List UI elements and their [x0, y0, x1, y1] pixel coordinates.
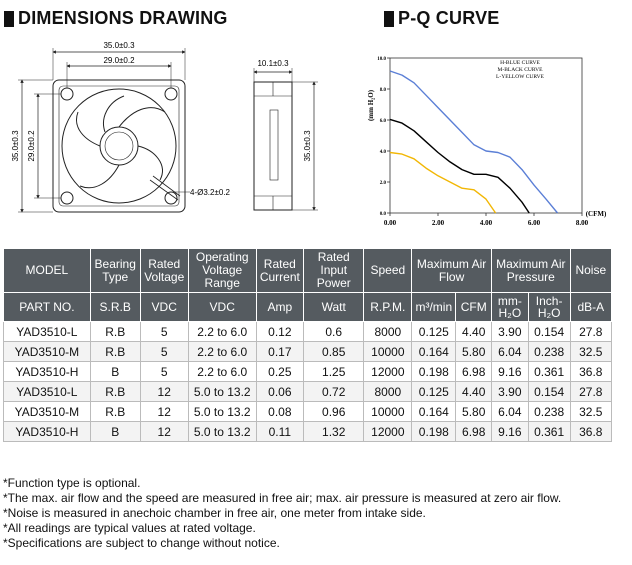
mount-hole	[61, 192, 73, 204]
table-cell: 5.0 to 13.2	[188, 382, 256, 402]
table-cell: 0.361	[528, 362, 570, 382]
side-height-label: 35.0±0.3	[303, 130, 312, 162]
table-cell: 0.238	[528, 342, 570, 362]
table-cell: 2.2 to 6.0	[188, 342, 256, 362]
table-cell: B	[90, 362, 140, 382]
table-cell: 0.96	[303, 402, 364, 422]
unit-cell: PART NO.	[4, 293, 91, 322]
legend-entry: H-BLUE CURVE	[500, 60, 540, 66]
table-cell: 32.5	[570, 342, 611, 362]
table-cell: 6.98	[456, 422, 492, 442]
table-cell: YAD3510-M	[4, 342, 91, 362]
dimensions-title-text: DIMENSIONS DRAWING	[18, 8, 228, 28]
unit-cell: R.P.M.	[364, 293, 412, 322]
unit-cell: CFM	[456, 293, 492, 322]
unit-cell: VDC	[140, 293, 188, 322]
table-cell: 0.361	[528, 422, 570, 442]
fan-blade	[138, 146, 162, 180]
table-cell: 0.08	[256, 402, 303, 422]
table-cell: YAD3510-M	[4, 402, 91, 422]
fan-blade	[80, 165, 119, 188]
table-cell: 8000	[364, 322, 412, 342]
table-cell: 0.11	[256, 422, 303, 442]
table-row	[4, 402, 612, 422]
side-frame	[254, 82, 292, 210]
table-cell: 5.0 to 13.2	[188, 422, 256, 442]
header-cell: Rated Input Power	[303, 249, 364, 293]
table-cell: 0.85	[303, 342, 364, 362]
units-row	[4, 293, 612, 322]
table-cell: 5	[140, 362, 188, 382]
header-cell: Maximum Air Flow	[412, 249, 492, 293]
side-hub	[270, 110, 278, 180]
table-cell: 0.72	[303, 382, 364, 402]
fan-frame	[53, 80, 185, 212]
table-cell: 0.12	[256, 322, 303, 342]
unit-cell: dB-A	[570, 293, 611, 322]
note-line: *Noise is measured in anechoic chamber in free air, one meter from intake side.	[3, 506, 426, 520]
series-line-h	[390, 71, 558, 213]
header-row	[4, 249, 612, 293]
unit-cell: Watt	[303, 293, 364, 322]
table-cell: 5	[140, 322, 188, 342]
table-cell: 4.40	[456, 322, 492, 342]
table-cell: 1.25	[303, 362, 364, 382]
legend-entry: M-BLACK CURVE	[497, 67, 543, 73]
table-cell: 3.90	[492, 322, 529, 342]
mount-hole	[61, 88, 73, 100]
y-axis-label: (mm H₂O)	[367, 89, 375, 122]
x-tick-label: 4.00	[479, 219, 493, 227]
height-outer-label: 35.0±0.3	[11, 130, 20, 162]
table-row	[4, 422, 612, 442]
table-cell: 0.25	[256, 362, 303, 382]
width-outer-label: 35.0±0.3	[103, 41, 135, 50]
table-cell: R.B	[90, 402, 140, 422]
y-tick-label: 4.0	[379, 150, 386, 155]
front-view	[18, 48, 190, 212]
table-cell: 5.80	[456, 402, 492, 422]
title-marker	[384, 11, 394, 27]
fan-blade	[119, 108, 165, 127]
x-tick-label: 0.00	[383, 219, 397, 227]
header-cell: Bearing Type	[90, 249, 140, 293]
dimensions-drawing	[0, 30, 360, 240]
table-row	[4, 322, 612, 342]
series-line-l	[390, 153, 496, 214]
note-line: *Specifications are subject to change without notice.	[3, 536, 280, 550]
table-cell: 2.2 to 6.0	[188, 322, 256, 342]
table-cell: 0.125	[412, 382, 456, 402]
pq-curve-chart	[360, 30, 632, 240]
table-body	[4, 322, 612, 442]
table-cell: 5	[140, 342, 188, 362]
table-cell: 3.90	[492, 382, 529, 402]
table-cell: 36.8	[570, 362, 611, 382]
table-cell: 1.32	[303, 422, 364, 442]
table-cell: 27.8	[570, 322, 611, 342]
header-cell: Maximum Air Pressure	[492, 249, 571, 293]
unit-cell: VDC	[188, 293, 256, 322]
unit-cell: S.R.B	[90, 293, 140, 322]
table-cell: 6.04	[492, 342, 529, 362]
header-cell: Rated Current	[256, 249, 303, 293]
table-cell: 0.154	[528, 322, 570, 342]
table-row	[4, 342, 612, 362]
legend-entry: L-YELLOW CURVE	[496, 74, 544, 80]
title-marker	[4, 11, 14, 27]
y-tick-label: 0.0	[379, 212, 386, 217]
y-tick-label: 8.0	[379, 88, 386, 93]
fan-blade	[77, 112, 100, 146]
table-cell: 32.5	[570, 402, 611, 422]
table-cell: 12000	[364, 362, 412, 382]
table-cell: B	[90, 422, 140, 442]
table-cell: 5.0 to 13.2	[188, 402, 256, 422]
table-cell: YAD3510-L	[4, 322, 91, 342]
table-cell: 8000	[364, 382, 412, 402]
x-axis-label: (CFM)	[585, 210, 607, 218]
table-cell: 6.04	[492, 402, 529, 422]
hole-label: 4-Ø3.2±0.2	[190, 188, 230, 197]
table-cell: 0.198	[412, 362, 456, 382]
table-cell: 9.16	[492, 422, 529, 442]
table-cell: 0.6	[303, 322, 364, 342]
header-cell: Operating Voltage Range	[188, 249, 256, 293]
x-tick-label: 2.00	[431, 219, 445, 227]
table-cell: 0.198	[412, 422, 456, 442]
table-cell: 12	[140, 382, 188, 402]
pq-curve-title	[384, 8, 500, 29]
y-tick-label: 2.0	[379, 181, 386, 186]
height-inner-label: 29.0±0.2	[27, 130, 36, 162]
table-cell: 0.164	[412, 402, 456, 422]
fan-hub-inner	[105, 132, 133, 160]
x-tick-label: 6.00	[527, 219, 541, 227]
pq-curve-title-text: P-Q CURVE	[398, 8, 500, 28]
table-cell: 36.8	[570, 422, 611, 442]
table-cell: 10000	[364, 402, 412, 422]
table-cell: 0.164	[412, 342, 456, 362]
header-cell: MODEL	[4, 249, 91, 293]
table-cell: 10000	[364, 342, 412, 362]
table-cell: 0.238	[528, 402, 570, 422]
note-line: *The max. air flow and the speed are measured in free air; max. air pressure is measured at zero air flow.	[3, 491, 562, 505]
table-row	[4, 362, 612, 382]
table-cell: 12000	[364, 422, 412, 442]
table-cell: R.B	[90, 382, 140, 402]
width-inner-label: 29.0±0.2	[103, 56, 135, 65]
unit-cell: Inch- H₂O	[528, 293, 570, 322]
table-cell: 9.16	[492, 362, 529, 382]
fan-hub	[100, 127, 138, 165]
unit-cell: Amp	[256, 293, 303, 322]
spec-table	[3, 248, 612, 442]
dimensions-title	[4, 8, 228, 29]
mount-hole	[165, 88, 177, 100]
table-cell: 0.06	[256, 382, 303, 402]
table-cell: 2.2 to 6.0	[188, 362, 256, 382]
thickness-label: 10.1±0.3	[257, 59, 289, 68]
table-cell: YAD3510-H	[4, 422, 91, 442]
header-cell: Rated Voltage	[140, 249, 188, 293]
table-cell: 5.80	[456, 342, 492, 362]
table-cell: 12	[140, 422, 188, 442]
table-cell: 12	[140, 402, 188, 422]
y-tick-label: 6.0	[379, 119, 386, 124]
notes	[3, 476, 561, 551]
pq-series	[390, 71, 558, 213]
x-tick-label: 8.00	[575, 219, 589, 227]
table-cell: 0.125	[412, 322, 456, 342]
table-cell: 4.40	[456, 382, 492, 402]
note-line: *All readings are typical values at rated voltage.	[3, 521, 256, 535]
note-line: *Function type is optional.	[3, 476, 141, 490]
table-cell: 6.98	[456, 362, 492, 382]
series-line-m	[390, 119, 529, 213]
table-cell: R.B	[90, 322, 140, 342]
table-cell: YAD3510-L	[4, 382, 91, 402]
table-row	[4, 382, 612, 402]
table-cell: 0.154	[528, 382, 570, 402]
unit-cell: mm- H₂O	[492, 293, 529, 322]
pq-axes	[387, 58, 582, 216]
table-cell: R.B	[90, 342, 140, 362]
table-cell: 27.8	[570, 382, 611, 402]
y-tick-label: 10.0	[377, 57, 386, 62]
table-cell: 0.17	[256, 342, 303, 362]
header-cell: Noise	[570, 249, 611, 293]
unit-cell: m³/min	[412, 293, 456, 322]
header-cell: Speed	[364, 249, 412, 293]
table-cell: YAD3510-H	[4, 362, 91, 382]
